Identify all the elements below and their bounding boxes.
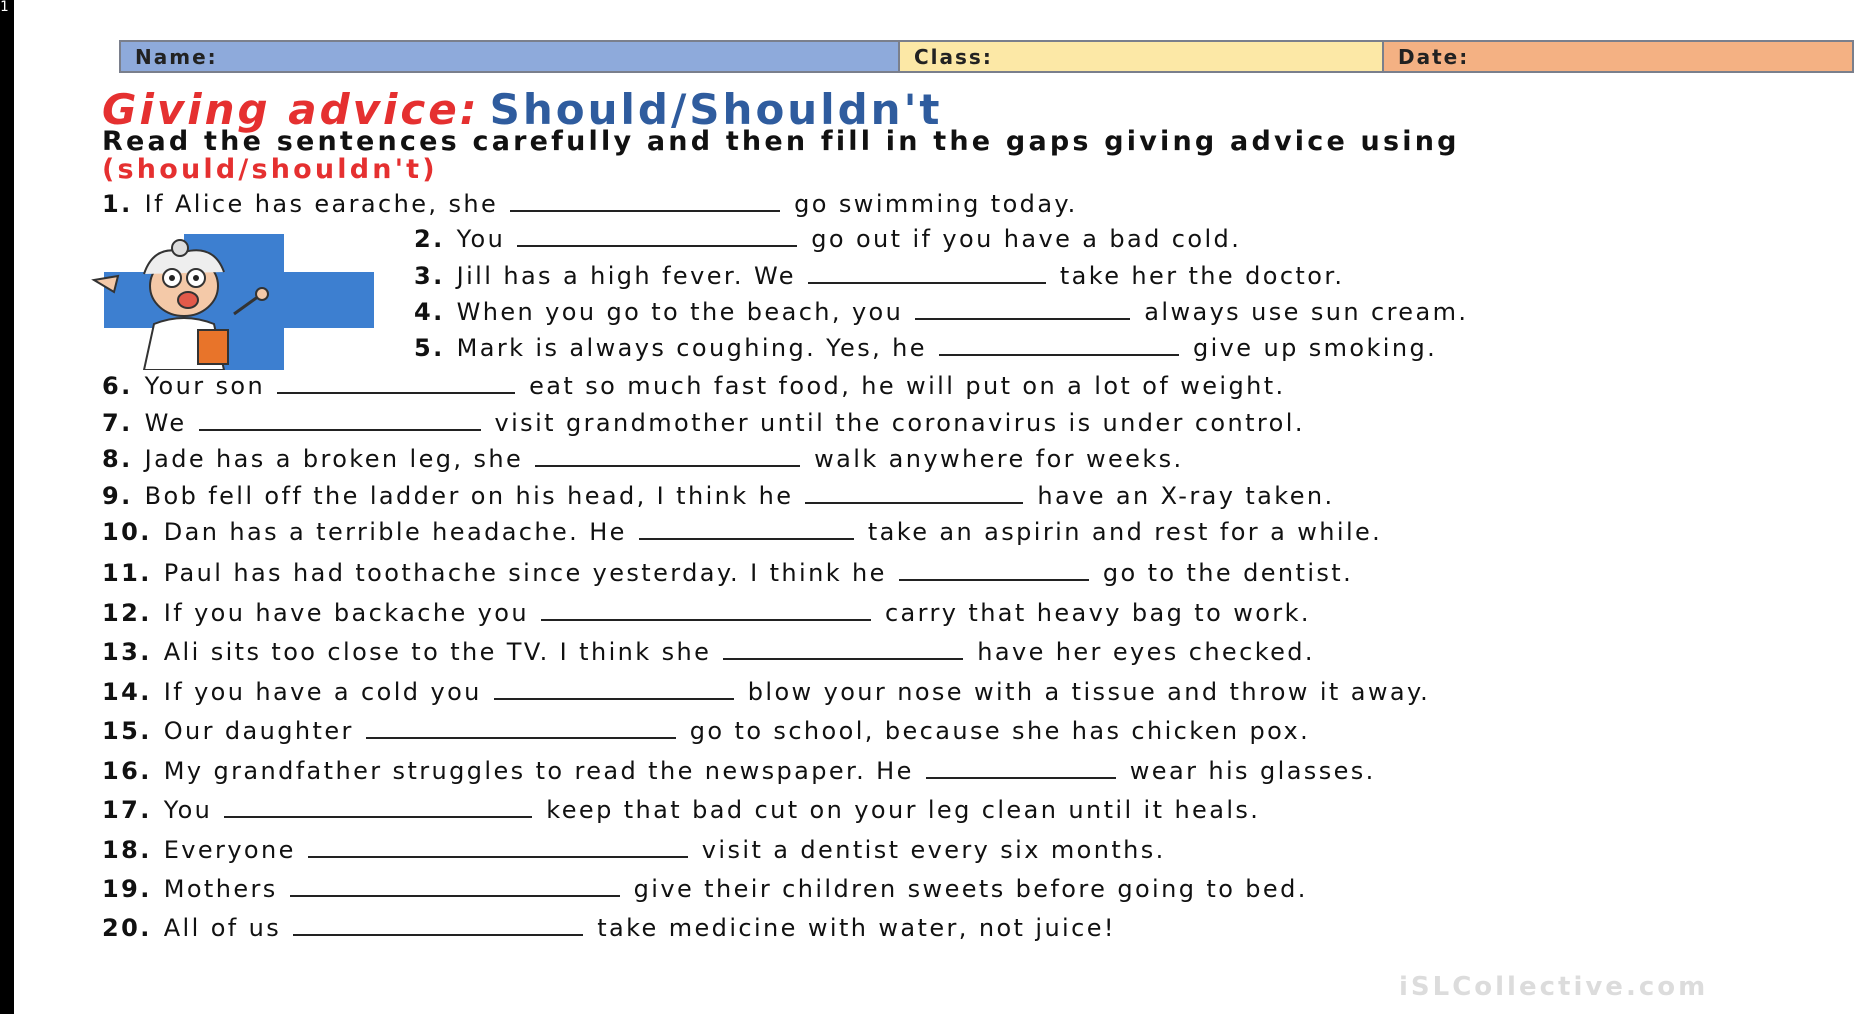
- sentence-item: [102, 482, 1335, 510]
- sentence-item: [414, 225, 1241, 253]
- sentence-before-gap: If you have backache you: [163, 599, 529, 627]
- answer-blank[interactable]: [939, 336, 1179, 356]
- sentence-item: [414, 262, 1344, 290]
- sentence-item: [414, 334, 1437, 362]
- student-info-bar: [119, 40, 1854, 73]
- answer-blank[interactable]: [290, 877, 620, 897]
- answer-blank[interactable]: [541, 601, 871, 621]
- sentence-number: 20.: [102, 914, 152, 942]
- sentence-number: 12.: [102, 599, 152, 627]
- sentence-before-gap: We: [144, 409, 187, 437]
- instructions: [102, 128, 1802, 184]
- sentence-number: 16.: [102, 757, 152, 785]
- answer-blank[interactable]: [510, 192, 780, 212]
- sentence-number: 13.: [102, 638, 152, 666]
- sentence-before-gap: You: [163, 796, 213, 824]
- sentence-item: [102, 757, 1376, 785]
- sentence-item: [102, 190, 1078, 218]
- sentence-item: [102, 914, 1116, 942]
- sentence-after-gap: have her eyes checked.: [977, 638, 1315, 666]
- sentence-number: 1.: [102, 190, 133, 218]
- answer-blank[interactable]: [199, 411, 481, 431]
- sentence-before-gap: Everyone: [163, 836, 296, 864]
- sentence-before-gap: You: [456, 225, 506, 253]
- sentence-before-gap: When you go to the beach, you: [456, 298, 904, 326]
- sentence-number: 5.: [414, 334, 445, 362]
- answer-blank[interactable]: [308, 838, 688, 858]
- date-label: Date:: [1398, 44, 1470, 69]
- sentence-item: [414, 298, 1468, 326]
- instructions-text: Read the sentences carefully and then fill in the gaps giving advice using: [102, 126, 1460, 157]
- answer-blank[interactable]: [535, 447, 800, 467]
- sentence-item: [102, 518, 1382, 546]
- sentence-before-gap: Your son: [144, 372, 266, 400]
- sentence-after-gap: give their children sweets before going to bed.: [633, 875, 1308, 903]
- answer-blank[interactable]: [224, 798, 532, 818]
- sentence-after-gap: have an X-ray taken.: [1037, 482, 1335, 510]
- answer-blank[interactable]: [277, 374, 515, 394]
- sentence-item: [102, 445, 1184, 473]
- sentence-after-gap: take medicine with water, not juice!: [597, 914, 1116, 942]
- sentence-after-gap: keep that bad cut on your leg clean until it heals.: [546, 796, 1261, 824]
- sentence-after-gap: carry that heavy bag to work.: [884, 599, 1311, 627]
- sentence-after-gap: visit grandmother until the coronavirus is under control.: [494, 409, 1305, 437]
- sentence-before-gap: Our daughter: [163, 717, 354, 745]
- sentence-item: [102, 599, 1311, 627]
- sentence-before-gap: Dan has a terrible headache. He: [163, 518, 627, 546]
- title-grammar: Should/Shouldn't: [489, 85, 943, 134]
- name-field[interactable]: [121, 42, 900, 71]
- sentence-number: 15.: [102, 717, 152, 745]
- sentence-before-gap: If Alice has earache, she: [144, 190, 499, 218]
- worksheet: [14, 0, 1861, 1014]
- sentence-item: [102, 875, 1308, 903]
- answer-blank[interactable]: [723, 640, 963, 660]
- name-label: Name:: [135, 44, 218, 69]
- sentence-after-gap: go swimming today.: [794, 190, 1078, 218]
- answer-blank[interactable]: [517, 227, 797, 247]
- sentence-number: 19.: [102, 875, 152, 903]
- sentence-number: 18.: [102, 836, 152, 864]
- sentence-number: 2.: [414, 225, 445, 253]
- sentence-before-gap: Jill has a high fever. We: [456, 262, 796, 290]
- sentence-before-gap: Bob fell off the ladder on his head, I think he: [144, 482, 794, 510]
- sentence-after-gap: visit a dentist every six months.: [701, 836, 1166, 864]
- sentence-after-gap: give up smoking.: [1192, 334, 1438, 362]
- sentence-before-gap: If you have a cold you: [163, 678, 482, 706]
- sentence-number: 10.: [102, 518, 152, 546]
- sentence-before-gap: Mark is always coughing. Yes, he: [456, 334, 927, 362]
- sentence-item: [102, 836, 1166, 864]
- sentence-after-gap: blow your nose with a tissue and throw it away.: [747, 678, 1431, 706]
- sentence-number: 11.: [102, 559, 152, 587]
- answer-blank[interactable]: [808, 264, 1046, 284]
- sentence-item: [102, 638, 1315, 666]
- sentence-number: 8.: [102, 445, 133, 473]
- answer-blank[interactable]: [366, 719, 676, 739]
- sentence-before-gap: My grandfather struggles to read the newspaper. He: [163, 757, 914, 785]
- sentence-after-gap: go out if you have a bad cold.: [811, 225, 1242, 253]
- sentence-item: [102, 796, 1260, 824]
- watermark: iSLCollective.com: [1399, 972, 1709, 1002]
- sentence-item: [102, 717, 1310, 745]
- sentence-number: 3.: [414, 262, 445, 290]
- sentence-before-gap: Jade has a broken leg, she: [144, 445, 524, 473]
- answer-blank[interactable]: [915, 300, 1130, 320]
- answer-blank[interactable]: [293, 916, 583, 936]
- corner-mark: 1: [0, 0, 9, 15]
- sentence-number: 7.: [102, 409, 133, 437]
- sentence-before-gap: All of us: [163, 914, 282, 942]
- doctor-icon: [84, 234, 444, 370]
- sentence-before-gap: Paul has had toothache since yesterday. I think he: [163, 559, 887, 587]
- sentence-after-gap: eat so much fast food, he will put on a lot of weight.: [529, 372, 1286, 400]
- title-topic: Giving advice:: [102, 85, 480, 134]
- class-label: Class:: [914, 44, 993, 69]
- sentence-item: [102, 409, 1305, 437]
- answer-blank[interactable]: [494, 680, 734, 700]
- sentence-after-gap: take her the doctor.: [1059, 262, 1345, 290]
- sentence-after-gap: wear his glasses.: [1129, 757, 1376, 785]
- sentence-item: [102, 678, 1430, 706]
- answer-blank[interactable]: [899, 561, 1089, 581]
- instructions-highlight: (should/shouldn't): [102, 154, 438, 185]
- sentence-after-gap: always use sun cream.: [1144, 298, 1469, 326]
- date-field[interactable]: [1384, 42, 1852, 71]
- answer-blank[interactable]: [639, 520, 854, 540]
- sentence-after-gap: take an aspirin and rest for a while.: [867, 518, 1383, 546]
- sentence-after-gap: go to the dentist.: [1102, 559, 1354, 587]
- sentence-number: 4.: [414, 298, 445, 326]
- sentence-item: [102, 372, 1286, 400]
- sentence-number: 14.: [102, 678, 152, 706]
- sentence-number: 17.: [102, 796, 152, 824]
- sentence-after-gap: go to school, because she has chicken pox.: [689, 717, 1311, 745]
- sentence-before-gap: Ali sits too close to the TV. I think she: [163, 638, 712, 666]
- sentence-after-gap: walk anywhere for weeks.: [814, 445, 1184, 473]
- sentence-number: 9.: [102, 482, 133, 510]
- answer-blank[interactable]: [926, 759, 1116, 779]
- class-field[interactable]: [900, 42, 1384, 71]
- sentence-item: [102, 559, 1353, 587]
- sentence-before-gap: Mothers: [163, 875, 278, 903]
- sentence-number: 6.: [102, 372, 133, 400]
- answer-blank[interactable]: [805, 484, 1023, 504]
